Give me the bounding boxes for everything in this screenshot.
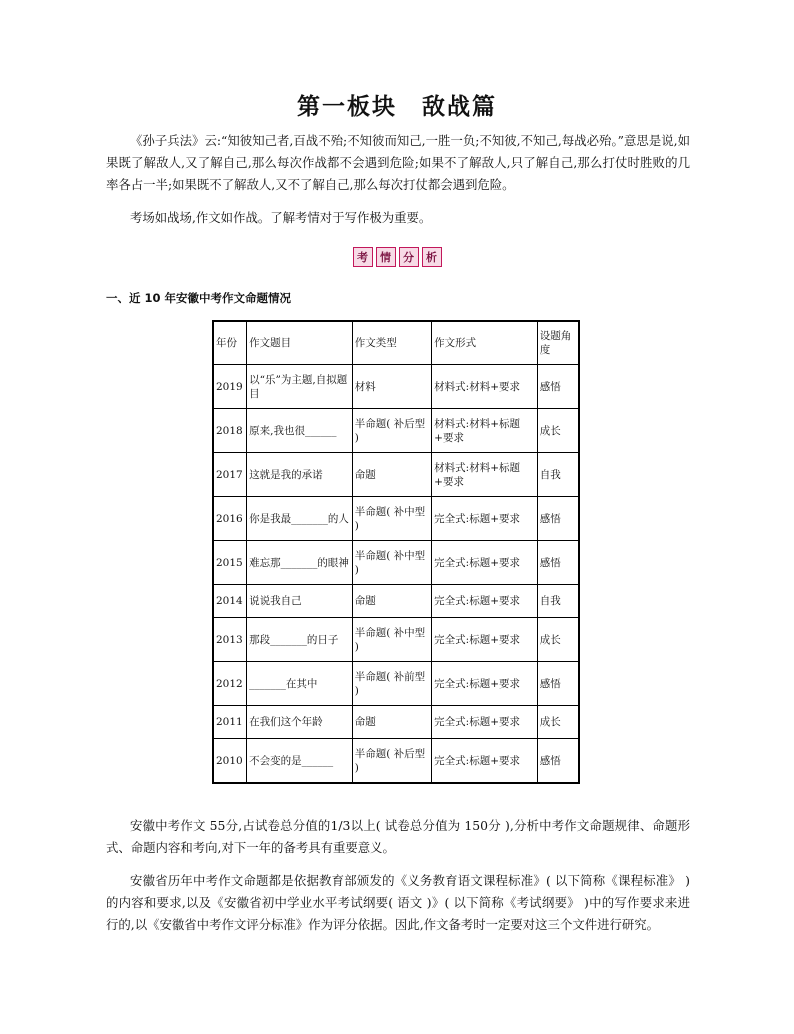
header-title: 作文题目 bbox=[247, 321, 353, 365]
cell-form: 材料式:材料+标题+要求 bbox=[432, 409, 538, 453]
cell-angle: 成长 bbox=[537, 618, 579, 662]
cell-title: 那段_______的日子 bbox=[247, 618, 353, 662]
cell-year: 2014 bbox=[213, 585, 247, 618]
badge-char: 分 bbox=[399, 247, 419, 267]
cell-title: 在我们这个年龄 bbox=[247, 706, 353, 739]
cell-type: 命题 bbox=[352, 453, 431, 497]
table-row bbox=[213, 585, 579, 618]
cell-form: 完全式:标题+要求 bbox=[432, 541, 538, 585]
table-row bbox=[213, 409, 579, 453]
table-row bbox=[213, 497, 579, 541]
table-row bbox=[213, 453, 579, 497]
cell-title: 难忘那_______的眼神 bbox=[247, 541, 353, 585]
cell-angle: 成长 bbox=[537, 706, 579, 739]
cell-title: 原来,我也很______ bbox=[247, 409, 353, 453]
cell-angle: 成长 bbox=[537, 409, 579, 453]
exam-topic-table bbox=[212, 320, 580, 784]
cell-title: _______在其中 bbox=[247, 662, 353, 706]
score-analysis-paragraph: 安徽中考作文 55分,占试卷总分值的1/3以上( 试卷总分值为 150分 ),分析中考作文命题规律、命题形式、命题内容和考向,对下一年的备考具有重要意义。 bbox=[106, 818, 690, 855]
cell-type: 半命题( 补前型 ) bbox=[352, 662, 431, 706]
header-angle: 设题角度 bbox=[537, 321, 579, 365]
header-type: 作文类型 bbox=[352, 321, 431, 365]
cell-angle: 感悟 bbox=[537, 365, 579, 409]
cell-form: 材料式:材料+标题+要求 bbox=[432, 453, 538, 497]
cell-year: 2016 bbox=[213, 497, 247, 541]
cell-title: 这就是我的承诺 bbox=[247, 453, 353, 497]
cell-angle: 感悟 bbox=[537, 497, 579, 541]
cell-angle: 感悟 bbox=[537, 662, 579, 706]
cell-year: 2018 bbox=[213, 409, 247, 453]
table-row bbox=[213, 706, 579, 739]
header-form: 作文形式 bbox=[432, 321, 538, 365]
cell-angle: 自我 bbox=[537, 453, 579, 497]
badge-char: 考 bbox=[353, 247, 373, 267]
intro-paragraph: 《孙子兵法》云:“知彼知己者,百战不殆;不知彼而知己,一胜一负;不知彼,不知己,每战必殆。”意思是说,如果既了解敌人,又了解自己,那么每次作战都不会遇到危险;如果不了解敌人,只了解自己,那么打仗时胜败的几率各占一半;如果既不了解敌人,又不了解自己,那么每次打仗都会遇到危险。 bbox=[106, 133, 690, 192]
cell-year: 2012 bbox=[213, 662, 247, 706]
table-header-row bbox=[213, 321, 579, 365]
cell-form: 完全式:标题+要求 bbox=[432, 739, 538, 784]
cell-form: 完全式:标题+要求 bbox=[432, 618, 538, 662]
cell-year: 2010 bbox=[213, 739, 247, 784]
cell-type: 命题 bbox=[352, 585, 431, 618]
cell-form: 材料式:材料+要求 bbox=[432, 365, 538, 409]
section-heading: 一、近 10 年安徽中考作文命题情况 bbox=[106, 291, 292, 305]
cell-angle: 感悟 bbox=[537, 541, 579, 585]
cell-title: 不会变的是______ bbox=[247, 739, 353, 784]
cell-type: 命题 bbox=[352, 706, 431, 739]
section-badges bbox=[0, 247, 794, 267]
cell-type: 半命题( 补后型 ) bbox=[352, 409, 431, 453]
table-row bbox=[213, 541, 579, 585]
cell-title: 你是我最_______的人 bbox=[247, 497, 353, 541]
cell-title: 说说我自己 bbox=[247, 585, 353, 618]
cell-year: 2013 bbox=[213, 618, 247, 662]
exam-importance-paragraph: 考场如战场,作文如作战。了解考情对于写作极为重要。 bbox=[130, 210, 432, 225]
cell-form: 完全式:标题+要求 bbox=[432, 585, 538, 618]
cell-type: 半命题( 补后型 ) bbox=[352, 739, 431, 784]
cell-type: 半命题( 补中型 ) bbox=[352, 541, 431, 585]
badge-char: 情 bbox=[376, 247, 396, 267]
table-row bbox=[213, 618, 579, 662]
cell-angle: 自我 bbox=[537, 585, 579, 618]
cell-year: 2019 bbox=[213, 365, 247, 409]
page-title: 第一板块 敌战篇 bbox=[297, 93, 497, 120]
cell-form: 完全式:标题+要求 bbox=[432, 497, 538, 541]
cell-form: 完全式:标题+要求 bbox=[432, 662, 538, 706]
cell-type: 材料 bbox=[352, 365, 431, 409]
cell-form: 完全式:标题+要求 bbox=[432, 706, 538, 739]
cell-type: 半命题( 补中型 ) bbox=[352, 497, 431, 541]
header-year: 年份 bbox=[213, 321, 247, 365]
badge-char: 析 bbox=[422, 247, 442, 267]
table-row bbox=[213, 739, 579, 784]
cell-year: 2017 bbox=[213, 453, 247, 497]
cell-year: 2015 bbox=[213, 541, 247, 585]
cell-type: 半命题( 补中型 ) bbox=[352, 618, 431, 662]
standards-paragraph: 安徽省历年中考作文命题都是依据教育部颁发的《义务教育语文课程标准》( 以下简称《课程标准》 )的内容和要求,以及《安徽省初中学业水平考试纲要( 语文 )》( 以下简称《考试纲要》 )中的写作要求来进行的,以《安徽省中考作文评分标准》作为评分依据。因此,作文备考时一定要对这三个文件进行研究。 bbox=[106, 873, 690, 932]
cell-year: 2011 bbox=[213, 706, 247, 739]
cell-title: 以“乐”为主题,自拟题目 bbox=[247, 365, 353, 409]
table-row bbox=[213, 662, 579, 706]
cell-angle: 感悟 bbox=[537, 739, 579, 784]
table-row bbox=[213, 365, 579, 409]
